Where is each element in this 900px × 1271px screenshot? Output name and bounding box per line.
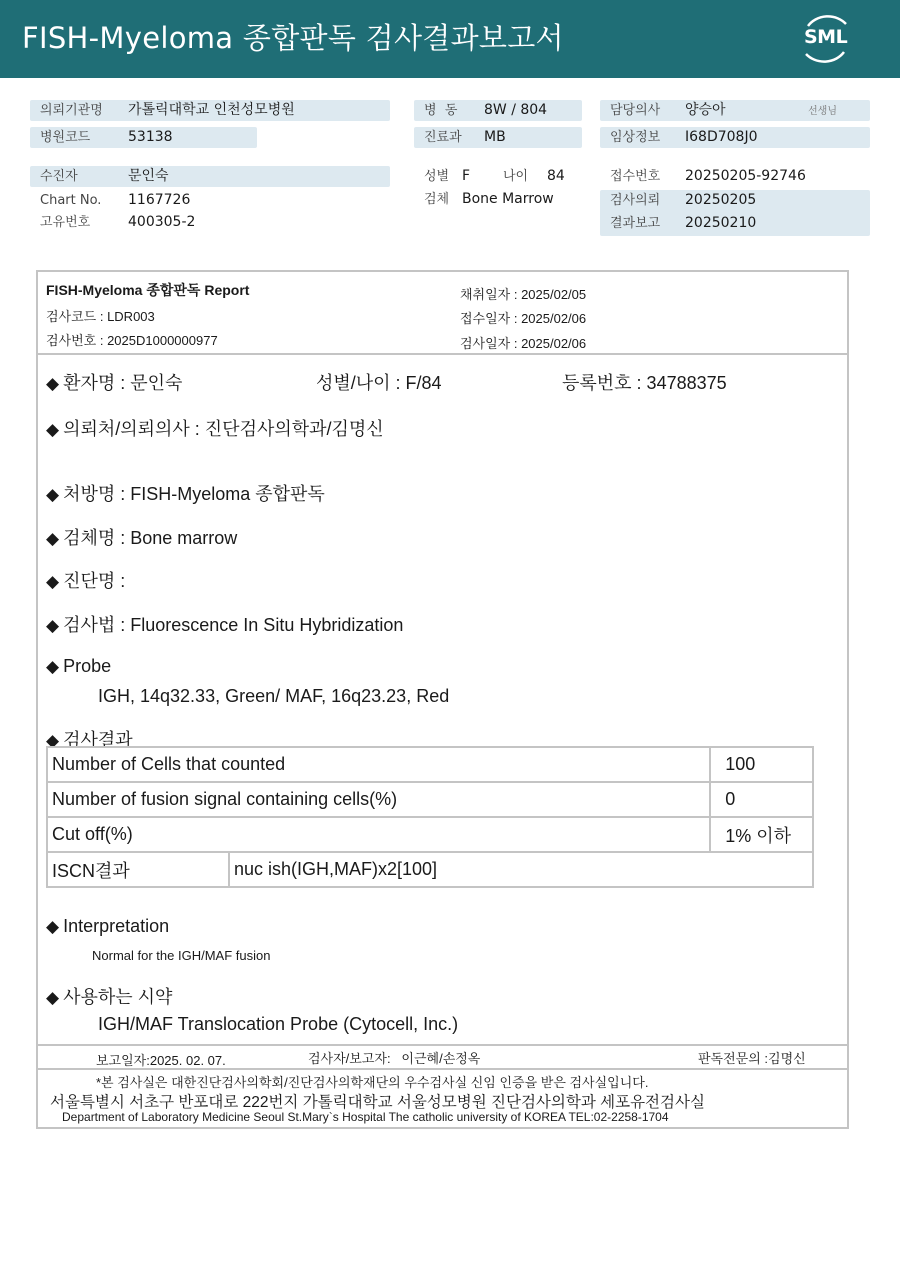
specimen-line bbox=[46, 524, 237, 550]
method: 검사법 : Fluorescence In Situ Hybridization bbox=[63, 615, 404, 635]
referrer: 의뢰처/의뢰의사 : 진단검사의학과/김명신 bbox=[63, 419, 384, 439]
reagent-heading: 사용하는 시약 bbox=[63, 987, 173, 1007]
diamond-icon: ◆ bbox=[46, 485, 60, 504]
ward-value: 8W / 804 bbox=[484, 102, 548, 118]
dept-value: MB bbox=[484, 129, 506, 145]
request-date-label: 검사의뢰 bbox=[610, 193, 661, 208]
doctor-row bbox=[600, 100, 870, 121]
table-row bbox=[47, 782, 813, 817]
prescription: 처방명 : FISH-Myeloma 종합판독 bbox=[63, 484, 325, 504]
cutoff-label: Cut off(%) bbox=[47, 817, 710, 852]
requesting-org-label: 의뢰기관명 bbox=[40, 103, 103, 118]
report-date-value: 20250210 bbox=[685, 215, 757, 231]
footer-divider-top bbox=[38, 1044, 847, 1046]
receipt-no-row bbox=[600, 166, 870, 187]
dept-row bbox=[414, 127, 582, 148]
reagent-heading-line bbox=[46, 983, 172, 1009]
sex-age-row bbox=[414, 166, 582, 187]
unique-no-label: 고유번호 bbox=[40, 215, 91, 230]
reagent-text: IGH/MAF Translocation Probe (Cytocell, Inc.) bbox=[98, 1014, 459, 1034]
diamond-icon: ◆ bbox=[46, 529, 60, 548]
iscn-label: ISCN결과 bbox=[47, 852, 229, 887]
logo-text: SML bbox=[804, 26, 848, 48]
age-label: 나이 bbox=[503, 169, 529, 184]
table-row bbox=[47, 852, 813, 887]
test-no: 검사번호 : 2025D1000000977 bbox=[46, 333, 218, 348]
hospital-code-row bbox=[30, 127, 257, 148]
diamond-icon: ◆ bbox=[46, 988, 60, 1007]
diagnosis-line bbox=[46, 567, 125, 593]
cells-counted-label: Number of Cells that counted bbox=[47, 747, 710, 782]
interp-heading: Interpretation bbox=[63, 916, 170, 936]
request-date-value: 20250205 bbox=[685, 192, 757, 208]
diamond-icon: ◆ bbox=[46, 616, 60, 635]
fusion-cells-value: 0 bbox=[710, 782, 813, 817]
specimen-value: Bone Marrow bbox=[462, 191, 554, 207]
doctor-label: 담당의사 bbox=[610, 103, 661, 118]
report-frame bbox=[36, 270, 849, 1129]
patient-value: 문인숙 bbox=[128, 168, 169, 184]
address-english: Department of Laboratory Medicine Seoul St.Mary`s Hospital The catholic university of KOREA TEL:02-2258-1704 bbox=[62, 1110, 669, 1124]
tester: 검사자/보고자: 이근혜/손정옥 bbox=[308, 1051, 481, 1066]
clinical-value: I68D708J0 bbox=[685, 129, 758, 145]
specialist: 판독전문의 :김명신 bbox=[698, 1051, 806, 1066]
collect-date: 채취일자 : 2025/02/05 bbox=[460, 287, 587, 302]
patient-label: 수진자 bbox=[40, 169, 78, 184]
chart-no-value: 1167726 bbox=[128, 192, 191, 208]
diamond-icon: ◆ bbox=[46, 917, 60, 936]
diagnosis: 진단명 : bbox=[63, 571, 126, 591]
report-date-label: 결과보고 bbox=[610, 216, 661, 231]
clinical-label: 임상정보 bbox=[610, 130, 661, 145]
chart-no-row bbox=[30, 190, 390, 211]
interp-text: Normal for the IGH/MAF fusion bbox=[92, 948, 271, 963]
doctor-value: 양승아 bbox=[685, 102, 726, 118]
reg-no-line: 등록번호 : 34788375 bbox=[562, 373, 727, 393]
sex-age-line: 성별/나이 : F/84 bbox=[316, 373, 442, 393]
diamond-icon: ◆ bbox=[46, 657, 60, 676]
chart-no-label: Chart No. bbox=[40, 193, 102, 208]
page-header bbox=[0, 0, 900, 78]
sex-value: F bbox=[462, 168, 471, 184]
referrer-line bbox=[46, 415, 384, 441]
patient-name: 환자명 : 문인숙 bbox=[63, 373, 183, 393]
result-heading: 검사결과 bbox=[63, 730, 133, 750]
probe-heading-line bbox=[46, 656, 111, 677]
unique-no-row bbox=[30, 212, 390, 233]
iscn-value: nuc ish(IGH,MAF)x2[100] bbox=[229, 852, 813, 887]
patient-row bbox=[30, 166, 390, 187]
report-date: 보고일자:2025. 02. 07. bbox=[96, 1053, 226, 1068]
header-divider bbox=[38, 353, 847, 355]
table-row bbox=[47, 747, 813, 782]
interp-heading-line bbox=[46, 916, 169, 937]
diamond-icon: ◆ bbox=[46, 420, 60, 439]
doctor-suffix: 선생님 bbox=[808, 106, 837, 117]
probe-heading: Probe bbox=[63, 656, 112, 676]
method-line bbox=[46, 611, 403, 637]
test-code: 검사코드 : LDR003 bbox=[46, 309, 155, 324]
page-title: FISH-Myeloma 종합판독 검사결과보고서 bbox=[22, 21, 564, 55]
table-row bbox=[47, 817, 813, 852]
hospital-code-label: 병원코드 bbox=[40, 130, 91, 145]
footer-divider-bottom bbox=[38, 1068, 847, 1070]
report-title: FISH-Myeloma 종합판독 Report bbox=[46, 282, 250, 298]
ward-label: 병 동 bbox=[424, 103, 458, 118]
receipt-date: 접수일자 : 2025/02/06 bbox=[460, 311, 587, 326]
unique-no-value: 400305-2 bbox=[128, 214, 196, 230]
sex-label: 성별 bbox=[424, 169, 450, 184]
requesting-org-row bbox=[30, 100, 390, 121]
hospital-code-value: 53138 bbox=[128, 129, 173, 145]
cutoff-value: 1% 이하 bbox=[710, 817, 813, 852]
clinical-row bbox=[600, 127, 870, 148]
diamond-icon: ◆ bbox=[46, 731, 60, 750]
specimen-row bbox=[414, 189, 582, 210]
diamond-icon: ◆ bbox=[46, 374, 60, 393]
test-date: 검사일자 : 2025/02/06 bbox=[460, 336, 587, 351]
patient-name-line bbox=[46, 369, 182, 395]
receipt-no-label: 접수번호 bbox=[610, 169, 661, 184]
fusion-cells-label: Number of fusion signal containing cells(%) bbox=[47, 782, 710, 817]
specimen-name: 검체명 : Bone marrow bbox=[63, 528, 238, 548]
receipt-no-value: 20250205-92746 bbox=[685, 168, 806, 184]
certification-note: *본 검사실은 대한진단검사의학회/진단검사의학재단의 우수검사실 신임 인증을 받은 검사실입니다. bbox=[96, 1075, 649, 1090]
requesting-org-value: 가톨릭대학교 인천성모병원 bbox=[128, 102, 295, 118]
result-table bbox=[46, 746, 814, 888]
prescription-line bbox=[46, 480, 325, 506]
specimen-label: 검체 bbox=[424, 192, 450, 207]
diamond-icon: ◆ bbox=[46, 572, 60, 591]
request-report-block bbox=[600, 190, 870, 236]
cells-counted-value: 100 bbox=[710, 747, 813, 782]
ward-row bbox=[414, 100, 582, 121]
age-value: 84 bbox=[547, 168, 565, 184]
sml-logo bbox=[796, 12, 856, 66]
dept-label: 진료과 bbox=[424, 130, 462, 145]
address-korean: 서울특별시 서초구 반포대로 222번지 가톨릭대학교 서울성모병원 진단검사의학과 세포유전검사실 bbox=[50, 1094, 705, 1111]
probe-detail: IGH, 14q32.33, Green/ MAF, 16q23.23, Red bbox=[98, 686, 450, 706]
